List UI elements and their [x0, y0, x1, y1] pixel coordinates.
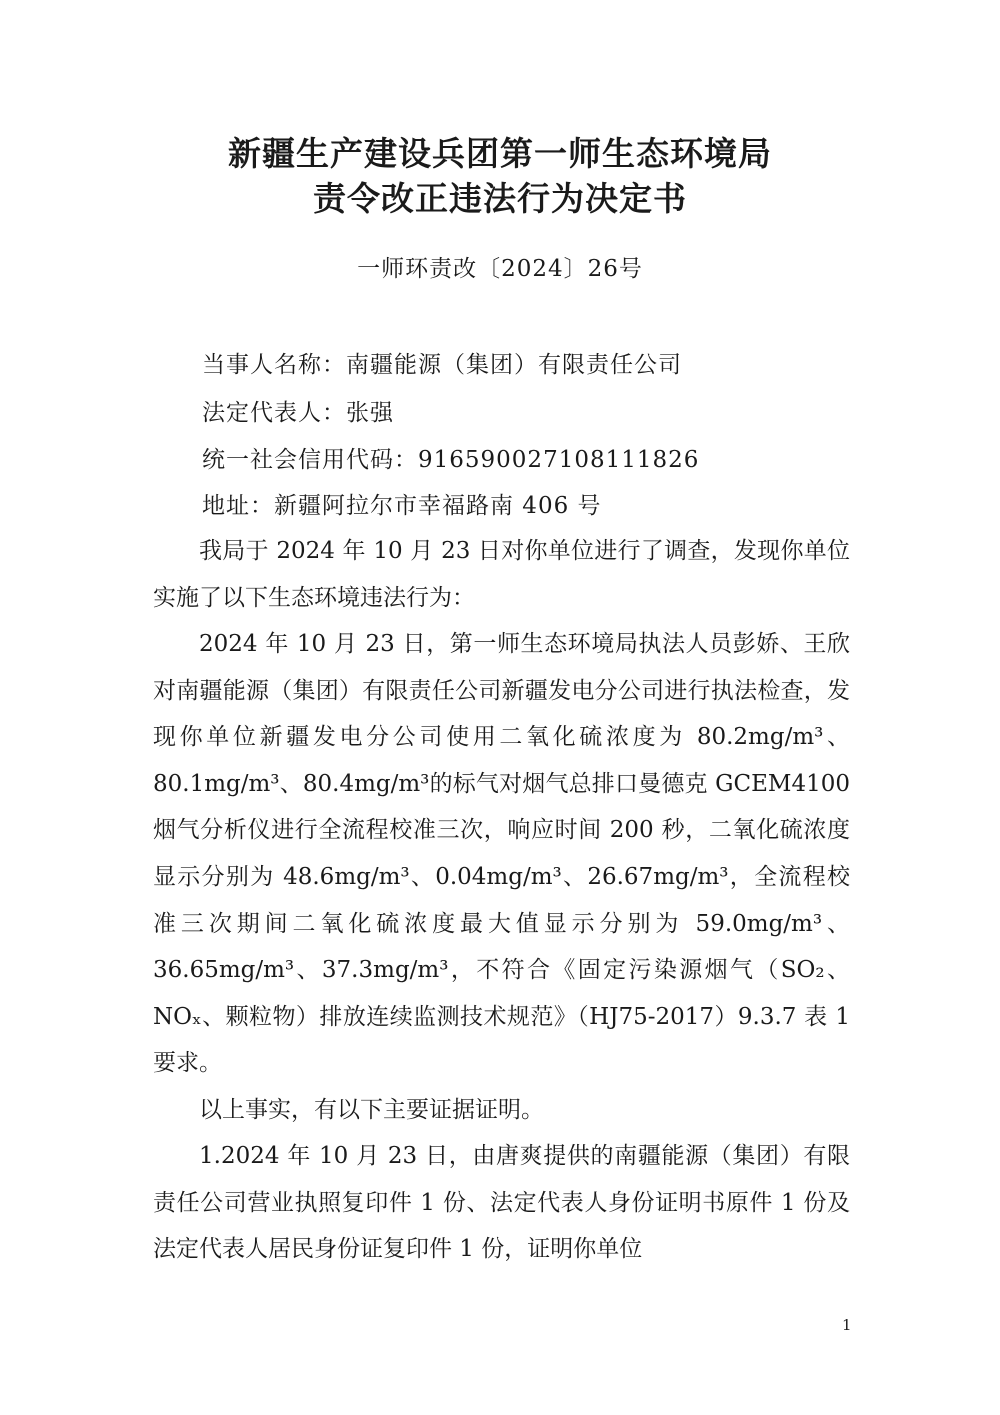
facts-paragraph: 2024 年 10 月 23 日，第一师生态环境局执法人员彭娇、王欣对南疆能源（集团）有限责任公司新疆发电分公司进行执法检查，发现你单位新疆发电分公司使用二氧化硫浓度为 80.2mg/m³、80.1mg/m³、80.4mg/m³的标气对烟气总排口曼德克 GCEM4100 烟气分析仪进行全流程校准三次，响应时间 200 秒，二氧化硫浓度显示分别为 48.6mg/m³、0.04mg/m³、26.67mg/m³，全流程校准三次期间二氧化硫浓度最大值显示分别为 59.0mg/m³、36.65mg/m³、37.3mg/m³，不符合《固定污染源烟气（SO₂、NOₓ、颗粒物）排放连续监测技术规范》（HJ75-2017）9.3.7 表 1 要求。: [153, 631, 850, 1077]
evidence-item-block: [153, 1133, 850, 1273]
evidence-intro-paragraph: 以上事实，有以下主要证据证明。: [199, 1097, 544, 1123]
intro-paragraph-block: [153, 528, 850, 621]
party-address: 地址：新疆阿拉尔市幸福路南 406 号: [202, 493, 602, 519]
party-name: 当事人名称：南疆能源（集团）有限责任公司: [202, 352, 682, 378]
document-number: 一师环责改〔2024〕26号: [357, 256, 643, 282]
page-number: 1: [842, 1316, 852, 1334]
document-title-line-2: 责令改正违法行为决定书: [313, 179, 687, 218]
document-title-line-1: 新疆生产建设兵团第一师生态环境局: [228, 134, 772, 173]
credit-code: 统一社会信用代码：916590027108111826: [202, 447, 700, 473]
evidence-intro-block: [153, 1087, 850, 1134]
facts-paragraph-block: [153, 621, 850, 1087]
intro-paragraph: 我局于 2024 年 10 月 23 日对你单位进行了调查，发现你单位实施了以下生态环境违法行为：: [153, 538, 850, 611]
evidence-item-1: 1.2024 年 10 月 23 日，由唐爽提供的南疆能源（集团）有限责任公司营业执照复印件 1 份、法定代表人身份证明书原件 1 份及法定代表人居民身份证复印件 1 份，证明你单位: [153, 1143, 850, 1263]
legal-representative: 法定代表人：张强: [202, 400, 394, 426]
